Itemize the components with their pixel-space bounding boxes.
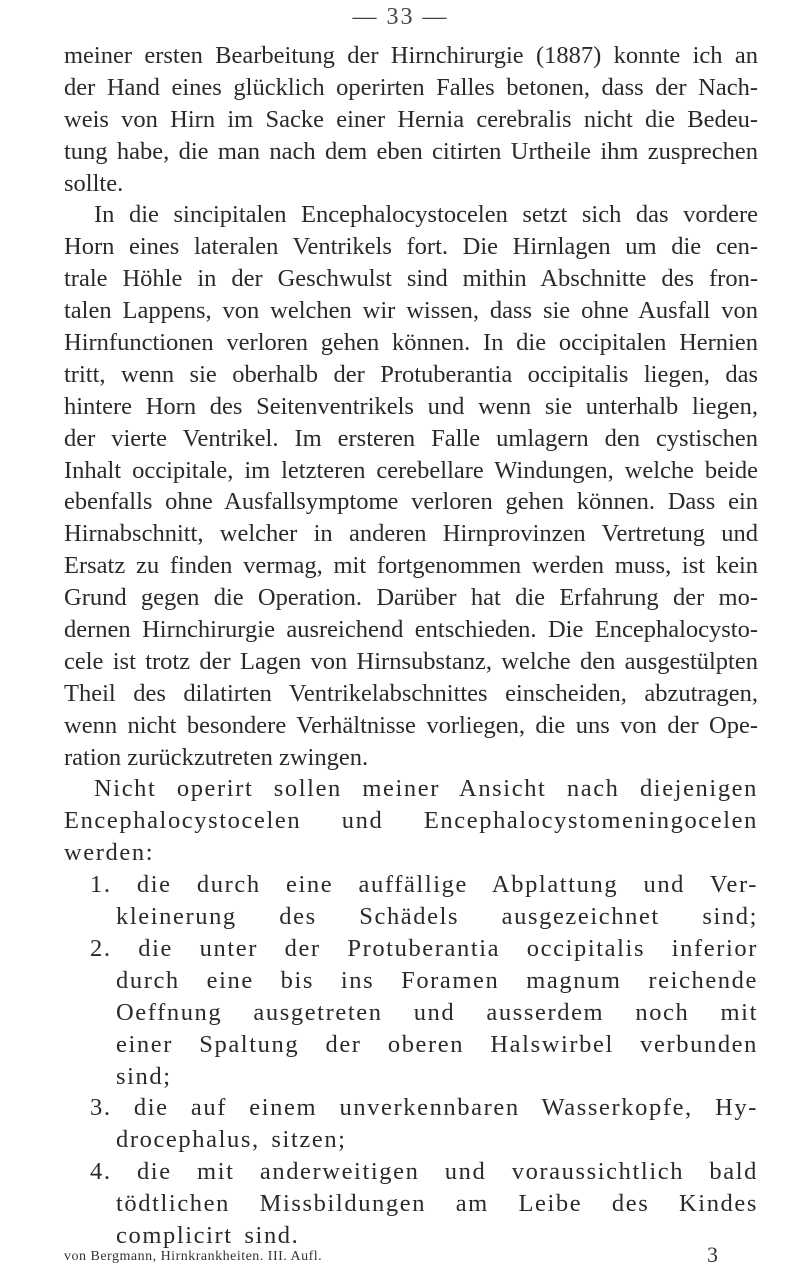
text-line: Hirnabschnitt, welcher in anderen Hirnprovinzen Vertretung und — [64, 520, 758, 548]
text-line: Theil des dilatirten Ventrikelabschnittes einscheiden, abzutragen, — [64, 679, 758, 707]
list-item-continuation: durch eine bis ins Foramen magnum reichende — [116, 966, 758, 994]
text-line: In die sincipitalen Encephalocystocelen setzt sich das vordere — [94, 201, 758, 229]
text-line: dernen Hirnchirurgie ausreichend entschieden. Die Encephalocysto- — [64, 616, 758, 644]
page-number: — 33 — — [352, 4, 449, 30]
text-line: cele ist trotz der Lagen von Hirnsubstanz, welche den ausgestülpten — [64, 647, 758, 675]
text-line: weis von Hirn im Sacke einer Hernia cerebralis nicht die Bedeu- — [64, 105, 758, 133]
text-line: Inhalt occipitale, im letzteren cerebellare Windungen, welche beide — [64, 456, 758, 484]
text-line: der Hand eines glücklich operirten Falles betonen, dass der Nach- — [64, 73, 758, 101]
text-line: der vierte Ventrikel. Im ersteren Falle umlagern den cystischen — [64, 424, 758, 452]
list-item: 3. die auf einem unverkennbaren Wasserkopfe, Hy- — [90, 1094, 758, 1122]
source-note: von Bergmann, Hirnkrankheiten. III. Aufl. — [64, 1249, 323, 1264]
body-text — [64, 40, 758, 1252]
text-line: wenn nicht besondere Verhältnisse vorliegen, die uns von der Ope- — [64, 711, 758, 739]
list-item: 1. die durch eine auffällige Abplattung und Ver- — [90, 871, 758, 899]
list-item-continuation: sind; — [116, 1062, 172, 1090]
list-item: 2. die unter der Protuberantia occipitalis inferior — [90, 934, 758, 962]
footer — [64, 1242, 758, 1267]
list-item: 4. die mit anderweitigen und voraussichtlich bald — [90, 1158, 758, 1186]
text-line: tritt, wenn sie oberhalb der Protuberantia occipitalis liegen, das — [64, 360, 758, 388]
text-line: Ersatz zu finden vermag, mit fortgenommen werden muss, ist kein — [64, 552, 758, 580]
text-line: Hirnfunctionen verloren gehen können. In die occipitalen Hernien — [64, 329, 758, 357]
text-line: hintere Horn des Seitenventrikels und wenn sie unterhalb liegen, — [64, 392, 758, 420]
text-line: ebenfalls ohne Ausfallsymptome verloren gehen können. Dass ein — [64, 488, 758, 516]
list-item-continuation: kleinerung des Schädels ausgezeichnet sind; — [116, 903, 758, 931]
text-line: werden: — [64, 839, 155, 867]
text-line: Nicht operirt sollen meiner Ansicht nach diejenigen — [94, 775, 758, 803]
text-line: Horn eines lateralen Ventrikels fort. Die Hirnlagen um die cen- — [64, 233, 758, 261]
text-line: trale Höhle in der Geschwulst sind mithin Abschnitte des fron- — [64, 265, 758, 293]
list-item-continuation: Oeffnung ausgetreten und ausserdem noch mit — [116, 998, 758, 1026]
text-line: Encephalocystocelen und Encephalocystomeningocelen — [64, 807, 758, 835]
signature-mark: 3 — [707, 1242, 718, 1267]
text-line: Grund gegen die Operation. Darüber hat die Erfahrung der mo- — [64, 584, 758, 612]
text-line: tung habe, die man nach dem eben citirten Urtheile ihm zusprechen — [64, 137, 758, 165]
text-line: talen Lappens, von welchen wir wissen, dass sie ohne Ausfall von — [64, 297, 758, 325]
text-line: ration zurückzutreten zwingen. — [64, 743, 369, 771]
list-item-continuation: einer Spaltung der oberen Halswirbel verbunden — [116, 1030, 758, 1058]
text-line: meiner ersten Bearbeitung der Hirnchirurgie (1887) konnte ich an — [64, 42, 758, 69]
list-item-continuation: complicirt sind. — [116, 1221, 300, 1249]
list-item-continuation: tödtlichen Missbildungen am Leibe des Kindes — [116, 1190, 758, 1218]
text-line: sollte. — [64, 169, 124, 197]
list-item-continuation: drocephalus, sitzen; — [116, 1126, 347, 1154]
